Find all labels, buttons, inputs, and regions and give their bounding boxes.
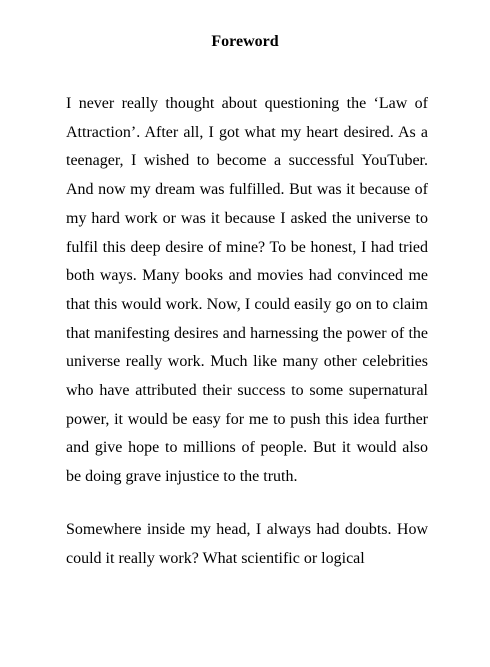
paragraph-1: I never really thought about questioning the ‘Law of Attraction’. After all, I got what my heart desired. As a teenager, I wished to become a successful YouTuber. And now my dream was fulfilled. But was it because of my hard work or was it because I asked the universe to fulfil this deep desire of mine? To be honest, I had tried both ways. Many books and movies had convinced me that this would work. Now, I could easily go on to claim that manifesting desires and harnessing the power of the universe really work. Much like many other celebrities who have attributed their success to some supernatural power, it would be easy for me to push this idea further and give hope to millions of people. But it would also be doing grave injustice to the truth. — [66, 95, 428, 486]
document-body — [66, 90, 428, 573]
paragraph-2: Somewhere inside my head, I always had doubts. How could it really work? What scientific or logical — [66, 520, 428, 567]
page-title: Foreword — [211, 33, 279, 50]
